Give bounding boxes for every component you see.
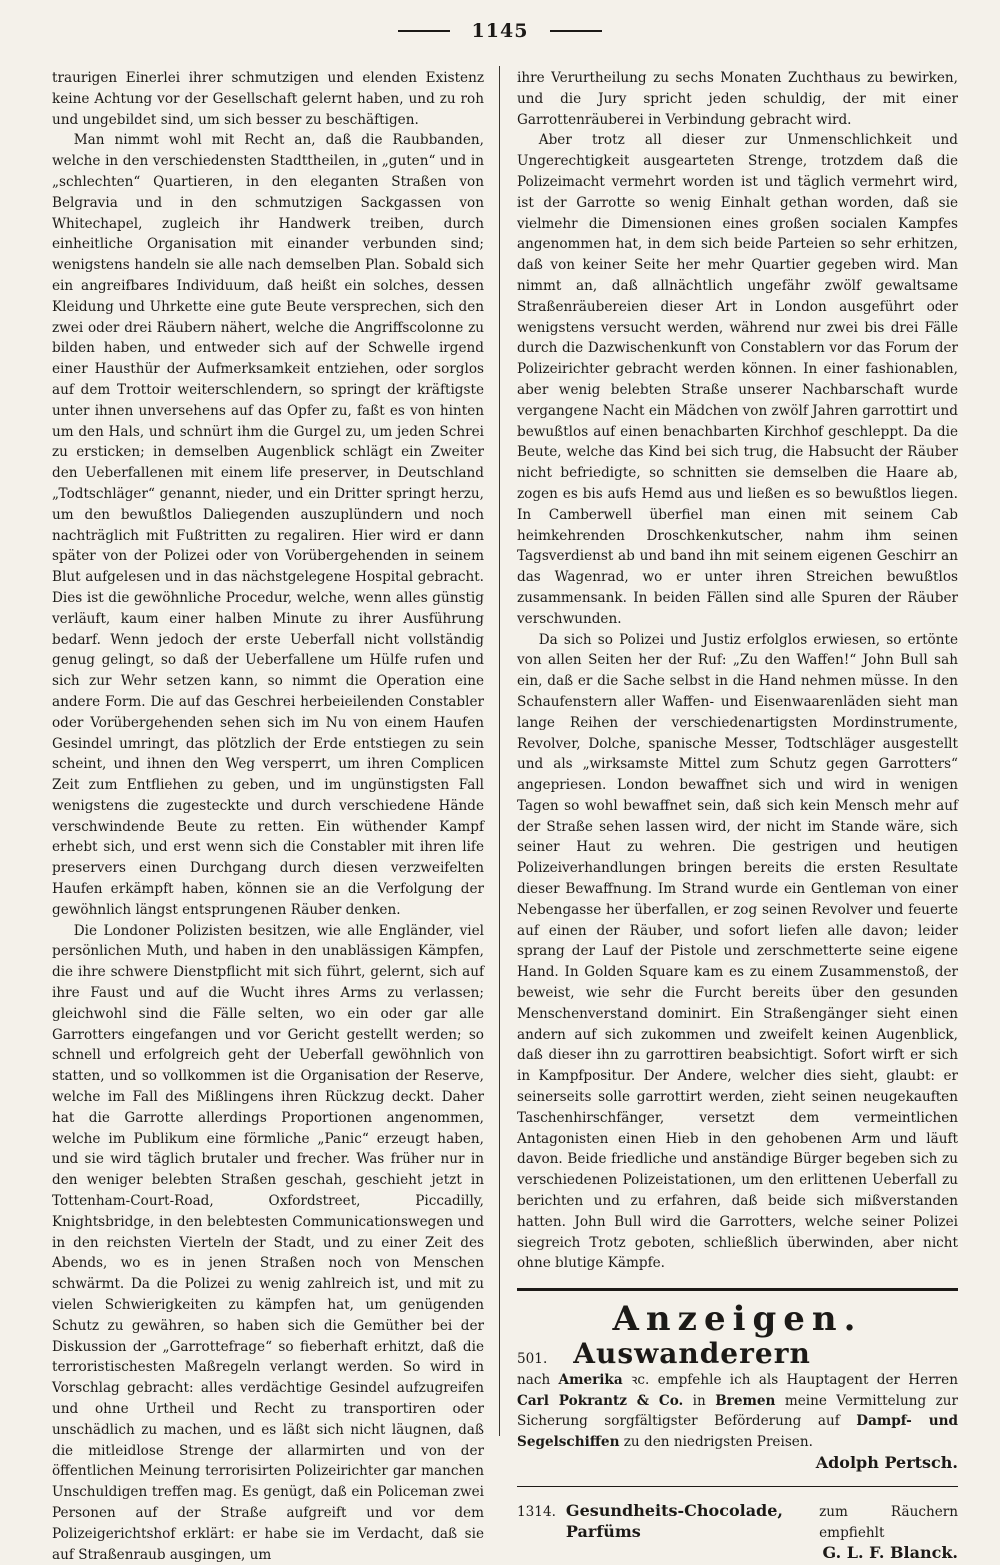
- ad-text-bold: Amerika: [558, 1371, 623, 1388]
- header-rule-right: [550, 30, 602, 32]
- ad-text: nach: [517, 1371, 559, 1388]
- ads-heading: Anzeigen.: [612, 1299, 863, 1340]
- section-rule: [517, 1288, 958, 1291]
- ad-header: [517, 1501, 958, 1544]
- ad-text-bold: Carl Pokrantz & Co.: [517, 1392, 684, 1409]
- ad-text: zum Räuchern empfiehlt: [819, 1503, 958, 1541]
- ad-text-bold: Dampf- und Segelschiffen: [517, 1413, 958, 1451]
- ad-signature: G. L. F. Blanck.: [822, 1543, 958, 1563]
- left-column: [52, 68, 484, 1563]
- header-rule-left: [398, 30, 450, 32]
- ad-signature: Adolph Pertsch.: [815, 1453, 958, 1472]
- ad-number: 501.: [517, 1351, 548, 1368]
- ad-header: [517, 1337, 958, 1371]
- ad-title: Gesundheits-Chocolade, Parfüms: [565, 1500, 783, 1541]
- article-paragraph: Aber trotz all dieser zur Unmenschlichkeit und Ungerechtigkeit ausgearteten Strenge, trotzdem daß die Polizeimacht vermehrt worden ist und täglich vermehrt wird, ist der Garrotte so wenig Einhalt gethan worden, daß sie vielmehr die Dimensionen eines großen socialen Kampfes angenommen hat, in dem sich beide Parteien so sehr erhitzen, daß von keiner Seite her mehr Quartier gegeben wird. Man nimmt an, daß allnächtlich ungefähr zwölf gewaltsame Straßenräubereien dieser Art in London ausgeführt oder wenigstens versucht werden, während nur zwei bis drei Fälle durch die Dazwischenkunft von Constablern vor das Forum der Polizeirichter gebracht werden können. In einer fashionablen, aber wenig belebten Straße unserer Nachbarschaft wurde vergangene Nacht ein Mädchen von zwölf Jahren garrottirt und bewußtlos auf einen benachbarten Kirchhof geschleppt. Da die Beute, welche das Kind bei sich trug, die Habsucht der Räuber nicht befriedigte, so schnitten sie demselben die Haare ab, zogen es bis aufs Hemd aus und ließen es so bewußtlos liegen. In Camberwell überfiel man einen mit seinem Cab heimkehrenden Droschkenkutscher, nahm ihm seinen Tagsverdienst ab und band ihn mit seinem eigenen Geschirr an das Wagenrad, wo er unter ihren Streichen bewußtlos zusammensank. In beiden Fällen sind alle Spuren der Räuber verschwunden.: [517, 132, 958, 627]
- article-paragraph: Da sich so Polizei und Justiz erfolglos erwiesen, so ertönte von allen Seiten her der Ruf: „Zu den Waffen!“ John Bull sah ein, daß er die Sache selbst in die Hand nehmen müsse. In den Schaufenstern aller Waffen- und Eisenwaarenläden sieht man lange Reihen der verschiedenartigsten Mordinstrumente, Revolver, Dolche, spanische Messer, Todtschläger ausgestellt und als „wirksamste Mittel zum Schutz gegen Garrotters“ angepriesen. London bewaffnet sich und wird in wenigen Tagen so wohl bewaffnet sein, daß sich kein Mensch mehr auf der Straße sehen lassen wird, der nicht im Stande wäre, sich seiner Haut zu wehren. Die gestrigen und heutigen Polizeiverhandlungen bringen bereits die ersten Resultate dieser Bewaffnung. Im Strand wurde ein Gentleman von einer Nebengasse her überfallen, er zog seinen Revolver und feuerte auf einen der Räuber, und sofort liefen alle davon; leider sprang der Lauf der Pistole und zerschmetterte seine eigene Hand. In Golden Square kam es zu einem Zusammenstoß, der beweist, wie sehr die Furcht bereits über den gesunden Menschenverstand dominirt. Ein Straßengänger sieht einen andern auf sich zukommen und zweifelt keinen Augenblick, daß dieser ihn zu garrottiren beabsichtigt. Sofort wirft er sich in Kampfpositur. Der Andere, welcher dies sieht, glaubt: er seinerseits solle garrottirt werden, zieht seinen neugekauften Taschenhirschfänger, versetzt dem vermeintlichen Antagonisten einen Hieb in den gehobenen Arm und läuft davon. Beide friedliche und anständige Bürger begeben sich zu verschiedenen Polizeistationen, um den erlittenen Ueberfall zu berichten und zu erfahren, daß beide sich mißverstanden hatten. John Bull wird die Garrotters, welche seiner Polizei siegreich Trotz geboten, schließlich überwinden, aber nicht ohne blutige Kämpfe.: [517, 631, 958, 1272]
- ad-number: 1314.: [517, 1503, 556, 1520]
- column-divider: [499, 66, 500, 1436]
- ad-text-bold: Bremen: [715, 1392, 776, 1409]
- ad-text: in: [683, 1392, 716, 1409]
- article-paragraph: Die Londoner Polizisten besitzen, wie alle Engländer, viel persönlichen Muth, und haben in den unablässigen Kämpfen, die ihre schwere Dienstpflicht mit sich führt, gelernt, sich auf ihre Faust und auf die Wucht ihres Arms zu verlassen; gleichwohl sind die Fälle selten, wo ein oder gar alle Garrotters eingefangen und vor Gericht gestellt werden; so schnell und erfolgreich geht der Ueberfall gewöhnlich von statten, und so vollkommen ist die Organisation der Reserve, welche im Fall des Mißlingens ihren Rückzug deckt. Daher hat die Garrotte allerdings Proportionen angenommen, welche im Publikum eine förmliche „Panic“ erzeugt haben, und sie wird täglich brutaler und frecher. Was früher nur in den weniger belebten Straßen geschah, geschieht jetzt in Tottenham-Court-Road, Oxfordstreet, Piccadilly, Knightsbridge, in den belebtesten Communicationswegen und in den reichsten Vierteln der Stadt, und zu einer Zeit des Abends, wo es in jenen Straßen noch von Menschen schwärmt. Da die Polizei zu wenig zahlreich ist, und mit zu vielen Schwierigkeiten zu kämpfen hat, um genügenden Schutz zu gewähren, so haben sich die Gemüther bei der Diskussion der „Garrottefrage“ so fieberhaft erhitzt, daß die terroristischesten Maßregeln verlangt werden. So wird in Vorschlag gebracht: alles verdächtige Gesindel aufzugreifen und ohne Urtheil und Recht zu transportiren oder unschädlich zu machen, und es läßt sich nicht läugnen, daß die mitleidlose Strenge der allarmirten und von der öffentlichen Meinung terrorisirten Polizeirichter gar manchen Unschuldigen treffen mag. Es genügt, daß ein Policeman zwei Personen auf der Straße aufgreift und vor dem Polizeigerichtshof erklärt: er habe sie im Verdacht, daß sie auf Straßenraub ausgingen, um: [52, 922, 484, 1563]
- advertisement-chocolate: [517, 1501, 958, 1564]
- ad-separator: [517, 1486, 958, 1487]
- article-paragraph: traurigen Einerlei ihrer schmutzigen und elenden Existenz keine Achtung vor der Gesellschaft gelernt haben, und zu roh und ungebildet sind, um sich besser zu beschäftigen.: [52, 70, 484, 128]
- page-number: 1145: [471, 20, 529, 42]
- ad-title: Auswanderern: [573, 1337, 811, 1371]
- ad-text: meine Vermittelung zur Sicherung sorgfältigster Beförderung auf: [517, 1392, 959, 1430]
- ad-text: ꝛc. empfehle ich als Hauptagent der Herren: [622, 1371, 958, 1388]
- article-paragraph: Man nimmt wohl mit Recht an, daß die Raubbanden, welche in den verschiedensten Stadttheilen, in „guten“ und in „schlechten“ Quartieren, in den eleganten Straßen von Belgravia und in den schmutzigen Sackgassen von Whitechapel, zugleich ihr Handwerk treiben, durch einheitliche Organisation mit einander verbunden sind; wenigstens handeln sie alle nach demselben Plan. Sobald sich ein angreifbares Individuum, daß heißt ein solches, dessen Kleidung und Uhrkette eine gute Beute versprechen, sich den zwei oder drei Räubern nähert, welche die Angriffscolonne zu bilden haben, und entweder sich auf der Schwelle irgend einer Hausthür der Aufmerksamkeit entziehen, oder sorglos auf dem Trottoir weiterschlendern, so springt der kräftigste unter ihnen unversehens auf das Opfer zu, faßt es von hinten um den Hals, und schnürt ihm die Gurgel zu, um jeden Schrei zu ersticken; in demselben Augenblick schlägt ein Zweiter den Ueberfallenen mit einem life preserver, in Deutschland „Todtschläger“ genannt, nieder, und ein Dritter springt herzu, um den bewußtlos Daliegenden auszuplündern und noch nachträglich mit Fußtritten zu regaliren. Hier wird er dann später von der Polizei oder von Vorübergehenden in seinem Blut aufgelesen und in das nächstgelegene Hospital gebracht. Dies ist die gewöhnliche Procedur, welche, wenn alles günstig verläuft, kaum einer halben Minute zu ihrer Ausführung bedarf. Wenn jedoch der erste Ueberfall nicht vollständig genug gelingt, so daß der Ueberfallene um Hülfe rufen und sich zur Wehr setzen kann, so nimmt die Operation eine andere Form. Die auf das Geschrei herbeieilenden Constabler oder Vorübergehenden sehen sich im Nu von einem Haufen Gesindel umringt, das plötzlich der Erde entstiegen zu sein scheint, und ihnen den Weg versperrt, um ihren Complicen Zeit zum Entfliehen zu geben, und im ungünstigsten Fall wenigstens die zugesteckte und durch verschiedene Hände verschwindende Beute zu retten. Ein wüthender Kampf erhebt sich, und erst wenn sich die Constabler mit ihren life preservers einen Durchgang durch diesen verzweifelten Haufen erkämpft haben, können sie an die Verfolgung der gewöhnlich längst entsprungenen Räuber denken.: [52, 132, 484, 918]
- page-header: [0, 20, 1000, 42]
- ad-body: [517, 1370, 958, 1453]
- ad-text: zu den niedrigsten Preisen.: [619, 1434, 813, 1451]
- article-paragraph: ihre Verurtheilung zu sechs Monaten Zuchthaus zu bewirken, und die Jury spricht jeden schuldig, der mit einer Garrottenräuberei in Verbindung gebracht wird.: [517, 70, 958, 128]
- advertisement-emigration: [517, 1337, 959, 1474]
- article-end-spacer: [517, 1274, 958, 1284]
- right-column: [517, 68, 959, 1563]
